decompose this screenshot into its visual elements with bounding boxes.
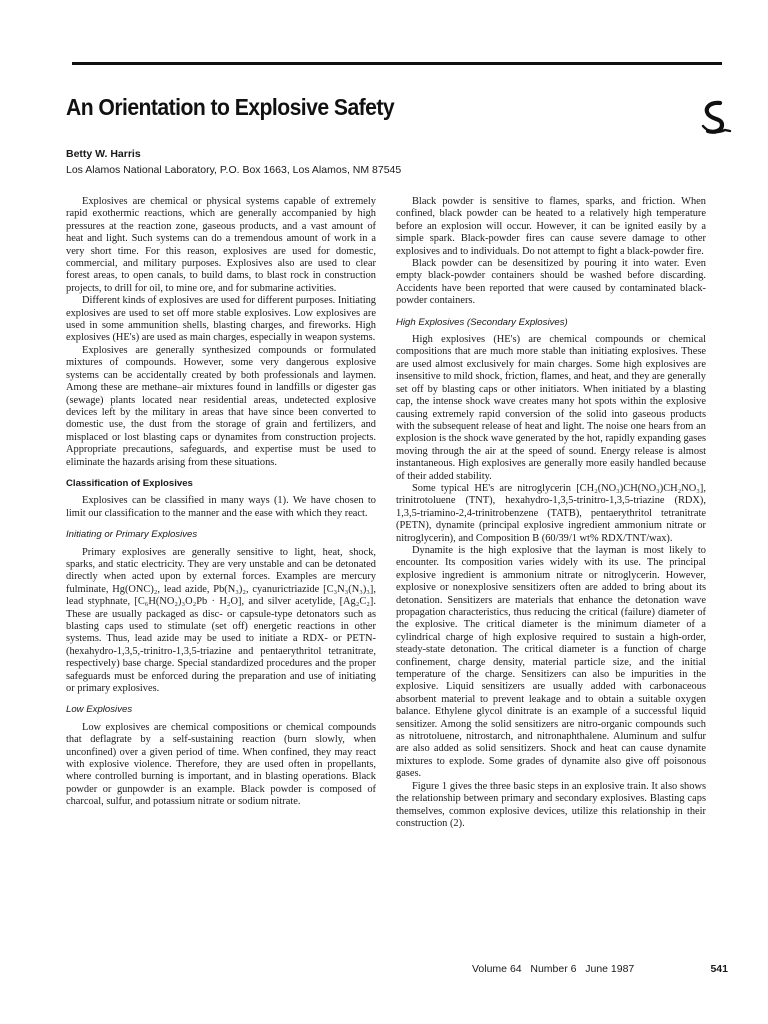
body-paragraph: Explosives are generally synthesized compounds or formulated mixtures of compounds. However, some very dangerous explosive systems can be accidentally created by both professionals and laymen. Among these are methane–air mixtures found in landfills or digester gas (sewage) plants located near residential areas, undetected explosive devices left by the military in areas that have since been converted to domestic use, the dust from the storage of grain and fertilizers, and misplaced or lost blasting caps or dynamites from construction projects. Appropriate precautions, safeguards, and expertise must be used to eliminate the hazards arising from these situations. [66,344,376,468]
body-paragraph: Explosives can be classified in many ways (1). We have chosen to limit our classification to the manner and the ease with which they react. [66,495,376,519]
author-affiliation: Los Alamos National Laboratory, P.O. Box 1663, Los Alamos, NM 87545 [66,164,402,176]
body-paragraph: Primary explosives are generally sensitive to light, heat, shock, sparks, and static electricity. They are very unstable and can be detonated directly when acted upon by external forces. Examples are mercury fulminate, Hg(ONC)₂, lead azide, Pb(N₃)₂, cyanurictriazide [C₃N₃(N₃)₃], lead styphnate, [C₆H(NO₂)₃O₂Pb · H₂O], and silver acetylide, [Ag₂C₂]. These are usually packaged as disc- or capsule-type detonators such as blasting caps used to stimulate (set off) energetic reactions in other systems. Thus, lead azide may be used to initiate a RDX- or PETN-(hexahydro-1,3,5,-trinitro-1,3,5-triazine and pentaerythritol tetranitrate, respectively) base charge. Special standardized procedures and the proper safeguards must be enforced during the preparation and use of initiating or primary explosives. [66,546,376,695]
header-rule [72,62,722,65]
body-paragraph: Some typical HE's are nitroglycerin [CH₂(NO₃)CH(NO₃)CH₂NO₃], trinitrotoluene (TNT), hexahydro-1,3,5-trinitro-1,3,5-triazine (RDX), 1,3,5-triamino-2,4-trinitrobenzene (TATB), pentaerythritol tetranitrate (PETN), dynamite (principal explosive ingredient ammonium nitrate or nitroglycerin), and Composition B (60/39/1 wt% RDX/TNT/wax). [396,482,706,544]
body-paragraph: Different kinds of explosives are used for different purposes. Initiating explosives are used to set off more stable explosives. Low explosives are used in some ammunition shells, blasting charges, and fireworks. High explosives (HE's) are used as main charges, especially in weapon systems. [66,295,376,344]
section-heading: High Explosives (Secondary Explosives) [396,316,568,328]
journal-logo-icon [698,100,732,136]
page-footer [472,963,728,975]
page-number: 541 [710,963,728,975]
journal-issue-info: Volume 64 Number 6 June 1987 [472,963,635,975]
section-heading: Classification of Explosives [66,477,193,489]
body-paragraph: Dynamite is the high explosive that the layman is most likely to encounter. Its composition varies widely with its use. The principal explosive ingredient is ammonium nitrate or nitroglycerin. However, explosive or nonexplosive sensitizers often are added to bring about its detonation. Sensitizers are materials that enhance the detonation wave propagation characteristics, thus reducing the critical (failure) diameter of the explosive. The critical diameter is the minimum diameter of a cylindrical charge of high explosive required to sustain a high-order, steady-state detonation. The critical diameter is a function of charge confinement, charge density, material particle size, and the initial temperature of the charge. Sensitizers can also be impurities in the explosive. Liquid sensitizers are usually added with carbonaceous absorbent material to prevent leakage and to obtain a suitable oxygen balance. Ethylene glycol dinitrate is an example of a successful liquid sensitizer. Among the solid sensitizers are nitro-organic compounds such as nitrotoluene, nitrostarch, and nitronaphthalene. Aluminum and sulfur are also added as solid sensitizers. Shock and heat can cause dynamite mixtures to explode. Some grades of dynamite also give off poisonous gases. [396,544,706,780]
body-paragraph: Black powder can be desensitized by pouring it into water. Even empty black-powder containers should be washed before discarding. Accidents have been reported that were caused by contaminated black-powder containers. [396,258,706,307]
body-paragraph: Black powder is sensitive to flames, sparks, and friction. When confined, black powder can be heated to a relatively high temperature before an explosion will occur. However, it can be ignited easily by a simple spark. Black-powder fires can cause severe damage to other explosives and to individuals. Do not attempt to fight a black-powder fire. [396,196,706,257]
body-paragraph: Explosives are chemical or physical systems capable of extremely rapid exothermic reactions, which are generally accompanied by high pressures at the reaction zone, gaseous products, and a vast amount of heat and light. Such systems can do a tremendous amount of work in a very short time. For this reason, explosives are used for domestic, commercial, and military purposes. Explosives also are used to clear forest areas, to open canals, to build dams, to blast rock in construction projects, to drill for oil, to mine ore, and for submarine activities. [66,196,376,294]
author-name: Betty W. Harris [66,148,141,160]
body-paragraph: Figure 1 gives the three basic steps in an explosive train. It also shows the relationship between primary and secondary explosives. Blasting caps themselves, common explosive devices, utilize this relationship in their construction (2). [396,780,706,829]
right-text-column [396,196,706,830]
body-paragraph: High explosives (HE's) are chemical compounds or chemical compositions that are much more stable than initiating explosives. These are used almost exclusively for main charges. Some high explosives are insensitive to mild shock, friction, flames, and heat, and they are generally set off by blasting caps or other initiators. When initiated by a blasting cap, the intense shock wave creates many hot spots within the explosive causing extremely rapid conversion of the solid into gaseous products with the subsequent release of heat and light. The noise one hears from an explosion is the shock wave generated by the hot, rapidly expanding gases moving through the air at the speed of sound. Energy release is almost instantaneous. High explosives are generally more easily handled because of their added stability. [396,334,706,482]
body-paragraph: Low explosives are chemical compositions or chemical compounds that deflagrate by a self-sustaining reaction (burn slowly, when unconfined) over a given period of time. When confined, they may react with explosive violence. Therefore, they are used often in propellants, where controlled burning is important, and in blasting operations. Black powder or gunpowder is an example. Black powder is composed of charcoal, sulfur, and potassium nitrate or sodium nitrate. [66,721,376,808]
section-heading: Initiating or Primary Explosives [66,529,198,541]
section-heading: Low Explosives [66,704,133,716]
article-title: An Orientation to Explosive Safety [66,94,395,120]
left-text-column [66,196,376,809]
